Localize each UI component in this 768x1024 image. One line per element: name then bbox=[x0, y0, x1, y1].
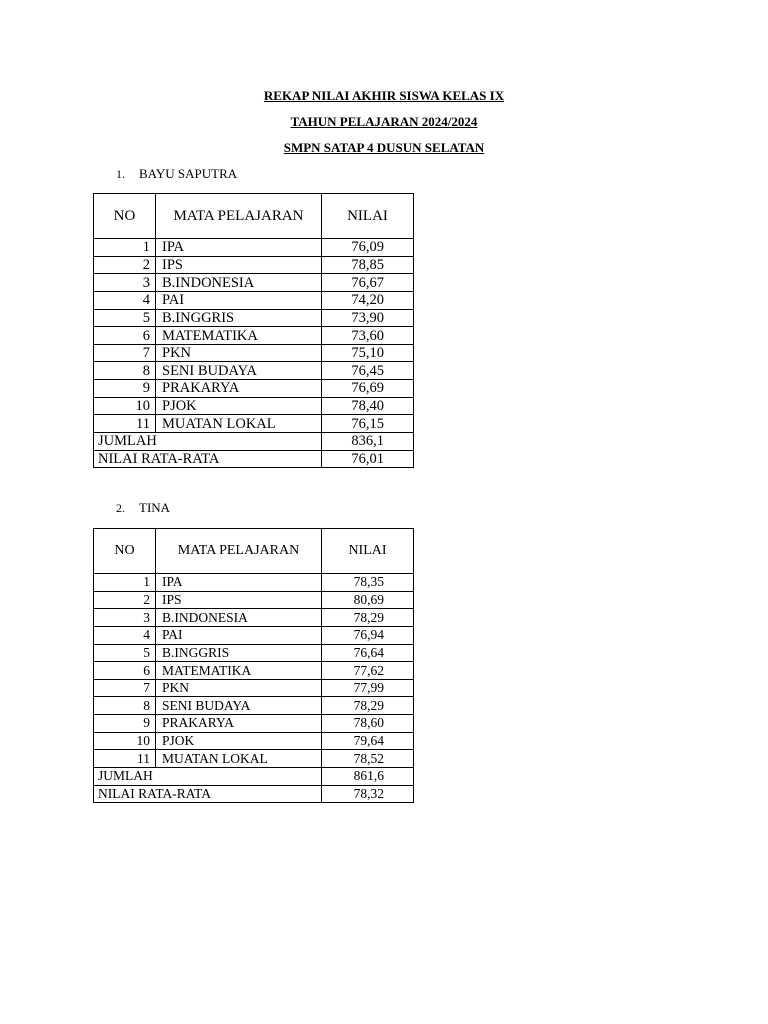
grades-table bbox=[93, 193, 414, 468]
grade-value: 78,29 bbox=[322, 697, 414, 715]
column-header-subject: MATA PELAJARAN bbox=[156, 194, 322, 239]
total-row bbox=[94, 768, 414, 786]
column-header-subject: MATA PELAJARAN bbox=[156, 529, 322, 574]
grade-value: 78,35 bbox=[322, 574, 414, 592]
grade-value: 74,20 bbox=[322, 291, 414, 309]
grade-value: 77,62 bbox=[322, 662, 414, 680]
column-header-no: NO bbox=[94, 194, 156, 239]
student-number: 1. bbox=[116, 167, 125, 181]
average-label: NILAI RATA-RATA bbox=[94, 785, 322, 803]
row-number: 5 bbox=[94, 644, 156, 662]
row-number: 7 bbox=[94, 344, 156, 362]
subject-name: B.INGGRIS bbox=[156, 644, 322, 662]
subject-name: IPA bbox=[156, 239, 322, 257]
table-row bbox=[94, 591, 414, 609]
table-row bbox=[94, 397, 414, 415]
grade-value: 76,67 bbox=[322, 274, 414, 292]
subject-name: B.INDONESIA bbox=[156, 274, 322, 292]
row-number: 3 bbox=[94, 609, 156, 627]
grade-value: 76,69 bbox=[322, 380, 414, 398]
grade-value: 77,99 bbox=[322, 679, 414, 697]
row-number: 4 bbox=[94, 291, 156, 309]
table-row bbox=[94, 362, 414, 380]
grade-value: 76,64 bbox=[322, 644, 414, 662]
student-number: 2. bbox=[116, 501, 125, 515]
subject-name: PAI bbox=[156, 291, 322, 309]
student-label bbox=[116, 166, 237, 182]
table-row bbox=[94, 239, 414, 257]
subject-name: B.INDONESIA bbox=[156, 609, 322, 627]
grade-value: 80,69 bbox=[322, 591, 414, 609]
row-number: 2 bbox=[94, 256, 156, 274]
table-header-row bbox=[94, 529, 414, 574]
grade-value: 78,52 bbox=[322, 750, 414, 768]
subject-name: IPS bbox=[156, 256, 322, 274]
grade-value: 73,60 bbox=[322, 327, 414, 345]
subject-name: IPA bbox=[156, 574, 322, 592]
student-name: TINA bbox=[139, 500, 171, 515]
subject-name: B.INGGRIS bbox=[156, 309, 322, 327]
subject-name: PJOK bbox=[156, 732, 322, 750]
school-name-heading: SMPN SATAP 4 DUSUN SELATAN bbox=[283, 140, 485, 155]
row-number: 11 bbox=[94, 750, 156, 768]
table-row bbox=[94, 697, 414, 715]
table-row bbox=[94, 644, 414, 662]
grades-table bbox=[93, 528, 414, 803]
subject-name: MUATAN LOKAL bbox=[156, 750, 322, 768]
row-number: 9 bbox=[94, 380, 156, 398]
row-number: 9 bbox=[94, 715, 156, 733]
average-value: 78,32 bbox=[322, 785, 414, 803]
grade-value: 79,64 bbox=[322, 732, 414, 750]
row-number: 7 bbox=[94, 679, 156, 697]
row-number: 2 bbox=[94, 591, 156, 609]
row-number: 10 bbox=[94, 732, 156, 750]
table-row bbox=[94, 344, 414, 362]
subject-name: PAI bbox=[156, 626, 322, 644]
document-title: REKAP NILAI AKHIR SISWA KELAS IX bbox=[263, 88, 505, 103]
grade-value: 78,40 bbox=[322, 397, 414, 415]
table-header-row bbox=[94, 194, 414, 239]
row-number: 1 bbox=[94, 239, 156, 257]
table-row bbox=[94, 380, 414, 398]
subject-name: IPS bbox=[156, 591, 322, 609]
grade-value: 78,29 bbox=[322, 609, 414, 627]
row-number: 8 bbox=[94, 362, 156, 380]
total-value: 861,6 bbox=[322, 768, 414, 786]
student-label bbox=[116, 500, 170, 516]
table-row bbox=[94, 750, 414, 768]
subject-name: MATEMATIKA bbox=[156, 327, 322, 345]
grade-value: 78,60 bbox=[322, 715, 414, 733]
subject-name: PRAKARYA bbox=[156, 380, 322, 398]
academic-year-heading: TAHUN PELAJARAN 2024/2024 bbox=[290, 114, 478, 129]
grade-value: 75,10 bbox=[322, 344, 414, 362]
subject-name: SENI BUDAYA bbox=[156, 362, 322, 380]
grade-value: 78,85 bbox=[322, 256, 414, 274]
row-number: 11 bbox=[94, 415, 156, 433]
table-row bbox=[94, 679, 414, 697]
table-row bbox=[94, 291, 414, 309]
grade-value: 76,45 bbox=[322, 362, 414, 380]
average-value: 76,01 bbox=[322, 450, 414, 468]
table-row bbox=[94, 256, 414, 274]
grade-value: 76,94 bbox=[322, 626, 414, 644]
row-number: 8 bbox=[94, 697, 156, 715]
table-row bbox=[94, 309, 414, 327]
table-row bbox=[94, 274, 414, 292]
subject-name: MATEMATIKA bbox=[156, 662, 322, 680]
column-header-value: NILAI bbox=[322, 194, 414, 239]
total-label: JUMLAH bbox=[94, 768, 322, 786]
total-value: 836,1 bbox=[322, 433, 414, 451]
table-row bbox=[94, 415, 414, 433]
row-number: 3 bbox=[94, 274, 156, 292]
column-header-no: NO bbox=[94, 529, 156, 574]
row-number: 6 bbox=[94, 327, 156, 345]
subject-name: SENI BUDAYA bbox=[156, 697, 322, 715]
average-row bbox=[94, 450, 414, 468]
grade-value: 76,15 bbox=[322, 415, 414, 433]
row-number: 1 bbox=[94, 574, 156, 592]
subject-name: PKN bbox=[156, 344, 322, 362]
student-name: BAYU SAPUTRA bbox=[139, 166, 238, 181]
table-row bbox=[94, 626, 414, 644]
subject-name: PJOK bbox=[156, 397, 322, 415]
table-row bbox=[94, 662, 414, 680]
subject-name: MUATAN LOKAL bbox=[156, 415, 322, 433]
table-row bbox=[94, 732, 414, 750]
table-row bbox=[94, 715, 414, 733]
total-label: JUMLAH bbox=[94, 433, 322, 451]
subject-name: PKN bbox=[156, 679, 322, 697]
table-row bbox=[94, 574, 414, 592]
table-row bbox=[94, 327, 414, 345]
row-number: 6 bbox=[94, 662, 156, 680]
grade-value: 76,09 bbox=[322, 239, 414, 257]
average-row bbox=[94, 785, 414, 803]
column-header-value: NILAI bbox=[322, 529, 414, 574]
subject-name: PRAKARYA bbox=[156, 715, 322, 733]
row-number: 4 bbox=[94, 626, 156, 644]
total-row bbox=[94, 433, 414, 451]
table-row bbox=[94, 609, 414, 627]
grade-value: 73,90 bbox=[322, 309, 414, 327]
average-label: NILAI RATA-RATA bbox=[94, 450, 322, 468]
row-number: 5 bbox=[94, 309, 156, 327]
row-number: 10 bbox=[94, 397, 156, 415]
